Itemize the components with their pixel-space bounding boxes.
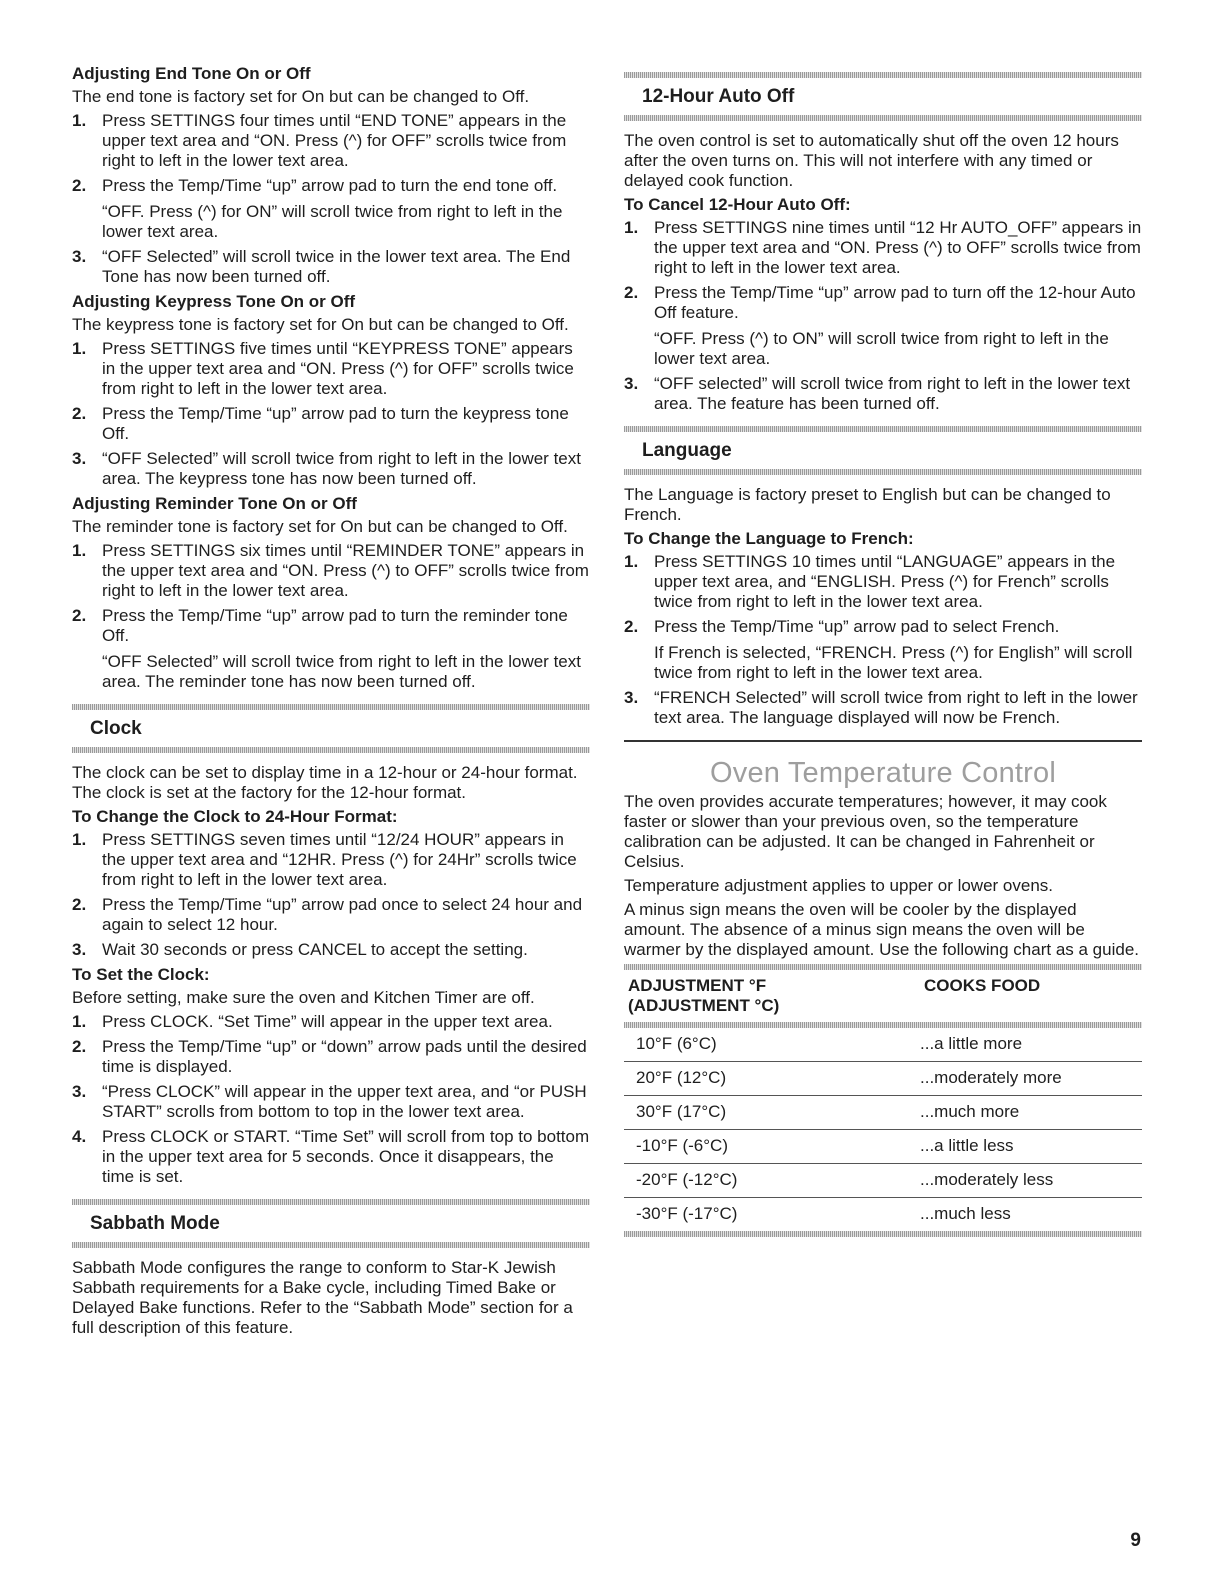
step: [624, 283, 1142, 369]
step: [72, 339, 590, 399]
clock-title: Clock: [90, 718, 142, 739]
table-row: [624, 1028, 1142, 1062]
language-change-heading: To Change the Language to French:: [624, 529, 914, 548]
step-number: 1.: [72, 339, 87, 358]
step-text: Press the Temp/Time “up” arrow pad to turn the end tone off.: [102, 176, 558, 195]
step-number: 3.: [72, 1082, 87, 1101]
table-bar-bottom: [624, 1231, 1142, 1237]
table-bar-top: [624, 964, 1142, 970]
step-text: Press SETTINGS nine times until “12 Hr AUTO_OFF” appears in the upper text area and “ON. Press (^) to OFF” scrolls twice from right to left in the lower text area.: [654, 218, 1142, 277]
reminder-tone-steps: [72, 541, 590, 692]
auto-off-section-header: [624, 72, 1142, 121]
end-tone-steps: [72, 111, 590, 287]
step: [72, 176, 590, 242]
reminder-tone-intro: The reminder tone is factory set for On but can be changed to Off.: [72, 517, 568, 536]
step-text: “Press CLOCK” will appear in the upper text area, and “or PUSH START” scrolls from bottom to top in the lower text area.: [102, 1082, 587, 1121]
right-column: [624, 64, 1142, 1237]
step: [624, 374, 1142, 414]
oven-temp-section: [624, 756, 1142, 1237]
step-number: 3.: [72, 247, 87, 266]
section-divider: [624, 740, 1142, 742]
keypress-tone-intro: The keypress tone is factory set for On but can be changed to Off.: [72, 315, 569, 334]
section-bar-bottom: [72, 747, 590, 753]
step-text: Press CLOCK. “Set Time” will appear in the upper text area.: [102, 1012, 553, 1031]
step: [72, 895, 590, 935]
table-row: [624, 1096, 1142, 1130]
step-number: 3.: [624, 374, 639, 393]
step-text: Press the Temp/Time “up” or “down” arrow pads until the desired time is displayed.: [102, 1037, 587, 1076]
step-number: 1.: [624, 218, 639, 237]
keypress-tone-heading: Adjusting Keypress Tone On or Off: [72, 292, 356, 311]
step-text: Press the Temp/Time “up” arrow pad to turn the reminder tone Off.: [102, 606, 568, 645]
adjustment-cell: 30°F (17°C): [624, 1096, 920, 1130]
step-text: Press SETTINGS four times until “END TONE” appears in the upper text area and “ON. Press (^) for OFF” scrolls twice from right to left in the lower text area.: [102, 111, 567, 170]
step-note: “OFF Selected” will scroll twice from right to left in the lower text area. The reminder tone has now been turned off.: [102, 652, 581, 691]
step-text: Press the Temp/Time “up” arrow pad to turn off the 12-hour Auto Off feature.: [654, 283, 1136, 322]
adjustment-cell: -20°F (-12°C): [624, 1164, 920, 1198]
oven-temp-p1: The oven provides accurate temperatures; however, it may cook faster or slower than your previous oven, so the temperature calibration can be adjusted. It can be changed in Fahrenheit or Celsius.: [624, 792, 1107, 871]
sabbath-title: Sabbath Mode: [90, 1213, 220, 1234]
step-number: 1.: [72, 1012, 87, 1031]
language-section: [624, 485, 1142, 728]
step-number: 4.: [72, 1127, 87, 1146]
step-note: If French is selected, “FRENCH. Press (^) for English” will scroll twice from right to left in the lower text area.: [654, 643, 1133, 682]
step-number: 3.: [72, 449, 87, 468]
step-number: 1.: [72, 111, 87, 130]
language-steps: [624, 552, 1142, 728]
step-text: “OFF Selected” will scroll twice from right to left in the lower text area. The keypress tone has now been turned off.: [102, 449, 581, 488]
step-text: Press the Temp/Time “up” arrow pad once to select 24 hour and again to select 12 hour.: [102, 895, 583, 934]
oven-temp-p3: A minus sign means the oven will be cooler by the displayed amount. The absence of a minus sign means the oven will be warmer by the displayed amount. Use the following chart as a guide.: [624, 900, 1139, 959]
step-text: Press SETTINGS six times until “REMINDER TONE” appears in the upper text area and “ON. Press (^) to OFF” scrolls twice from right to left in the lower text area.: [102, 541, 589, 600]
step-text: Wait 30 seconds or press CANCEL to accept the setting.: [102, 940, 528, 959]
step: [624, 617, 1142, 683]
cooks-food-column-header: COOKS FOOD: [924, 976, 1041, 995]
step: [72, 404, 590, 444]
auto-off-intro: The oven control is set to automatically shut off the oven 12 hours after the oven turns on. This will not interfere with any timed or delayed cook function.: [624, 131, 1119, 190]
auto-off-steps: [624, 218, 1142, 414]
oven-temp-p2: Temperature adjustment applies to upper or lower ovens.: [624, 876, 1054, 895]
clock-section: [72, 763, 590, 1187]
clock-change-heading: To Change the Clock to 24-Hour Format:: [72, 807, 398, 826]
step-number: 1.: [624, 552, 639, 571]
table-row: [624, 1164, 1142, 1198]
section-bar-bottom: [624, 115, 1142, 121]
step: [72, 247, 590, 287]
end-tone-heading: Adjusting End Tone On or Off: [72, 64, 311, 83]
step-text: “OFF selected” will scroll twice from right to left in the lower text area. The feature has been turned off.: [654, 374, 1131, 413]
step-number: 1.: [72, 541, 87, 560]
step: [72, 1127, 590, 1187]
step-number: 3.: [72, 940, 87, 959]
clock-change-steps: [72, 830, 590, 960]
step-text: Press SETTINGS five times until “KEYPRESS TONE” appears in the upper text area and “ON. Press (^) for OFF” scrolls twice from right to left in the lower text area.: [102, 339, 574, 398]
sabbath-section-header: [72, 1199, 590, 1248]
cooks-food-cell: ...much more: [920, 1096, 1142, 1130]
step: [624, 688, 1142, 728]
clock-set-steps: [72, 1012, 590, 1187]
clock-set-intro: Before setting, make sure the oven and Kitchen Timer are off.: [72, 988, 535, 1007]
cooks-food-cell: ...a little more: [920, 1028, 1142, 1062]
auto-off-cancel-heading: To Cancel 12-Hour Auto Off:: [624, 195, 851, 214]
language-section-header: [624, 426, 1142, 475]
step-text: Press CLOCK or START. “Time Set” will scroll from top to bottom in the upper text area for 5 seconds. Once it disappears, the time is set.: [102, 1127, 590, 1186]
step: [72, 830, 590, 890]
section-bar-bottom: [72, 1242, 590, 1248]
step: [72, 606, 590, 692]
table-row: [624, 1062, 1142, 1096]
cooks-food-cell: ...moderately less: [920, 1164, 1142, 1198]
section-bar-bottom: [624, 469, 1142, 475]
cooks-food-cell: ...much less: [920, 1204, 1011, 1223]
oven-temp-title: Oven Temperature Control: [710, 757, 1056, 789]
cooks-food-cell: ...moderately more: [920, 1062, 1142, 1096]
adjustment-header-line2: (ADJUSTMENT °C): [628, 996, 780, 1015]
step: [72, 541, 590, 601]
step: [72, 940, 590, 960]
step: [72, 1082, 590, 1122]
step-number: 3.: [624, 688, 639, 707]
step: [624, 552, 1142, 612]
step-text: Press the Temp/Time “up” arrow pad to select French.: [654, 617, 1060, 636]
step-number: 1.: [72, 830, 87, 849]
clock-section-header: [72, 704, 590, 753]
language-title: Language: [642, 440, 732, 461]
step-number: 2.: [72, 1037, 87, 1056]
step: [72, 449, 590, 489]
step: [72, 1037, 590, 1077]
table-row: [624, 1198, 1142, 1232]
step-number: 2.: [624, 283, 639, 302]
step-text: Press SETTINGS 10 times until “LANGUAGE” appears in the upper text area, and “ENGLISH. Press (^) for French” scrolls twice from right to left in the lower text area.: [654, 552, 1116, 611]
auto-off-section: [624, 131, 1142, 414]
auto-off-title: 12-Hour Auto Off: [642, 86, 795, 107]
step-text: Press SETTINGS seven times until “12/24 HOUR” appears in the upper text area and “12HR. Press (^) for 24Hr” scrolls twice from right to left in the lower text area.: [102, 830, 577, 889]
clock-set-heading: To Set the Clock:: [72, 965, 210, 984]
reminder-tone-heading: Adjusting Reminder Tone On or Off: [72, 494, 357, 513]
step: [624, 218, 1142, 278]
language-intro: The Language is factory preset to English but can be changed to French.: [624, 485, 1111, 524]
table-header-row: [624, 972, 1142, 1022]
end-tone-section: [72, 64, 590, 287]
step-number: 2.: [72, 176, 87, 195]
step-note: “OFF. Press (^) for ON” will scroll twice from right to left in the lower text area.: [102, 202, 563, 241]
step-number: 2.: [72, 606, 87, 625]
adjustment-cell: -30°F (-17°C): [636, 1204, 738, 1223]
step-number: 2.: [72, 404, 87, 423]
step-note: “OFF. Press (^) to ON” will scroll twice from right to left in the lower text area.: [654, 329, 1109, 368]
keypress-tone-steps: [72, 339, 590, 489]
step: [72, 111, 590, 171]
reminder-tone-section: [72, 494, 590, 692]
step-text: “OFF Selected” will scroll twice in the lower text area. The End Tone has now been turned off.: [102, 247, 571, 286]
step-text: Press the Temp/Time “up” arrow pad to turn the keypress tone Off.: [102, 404, 569, 443]
adjustment-table: [624, 972, 1142, 1231]
step-number: 2.: [624, 617, 639, 636]
clock-intro: The clock can be set to display time in a 12-hour or 24-hour format. The clock is set at the factory for the 12-hour format.: [72, 763, 578, 802]
sabbath-text: Sabbath Mode configures the range to conform to Star-K Jewish Sabbath requirements for a Bake cycle, including Timed Bake or Delayed Bake functions. Refer to the “Sabbath Mode” section for a full description of this feature.: [72, 1258, 573, 1337]
table-row: [624, 1130, 1142, 1164]
cooks-food-cell: ...a little less: [920, 1130, 1142, 1164]
adjustment-cell: 20°F (12°C): [624, 1062, 920, 1096]
keypress-tone-section: [72, 292, 590, 489]
step-number: 2.: [72, 895, 87, 914]
adjustment-header-line1: ADJUSTMENT °F: [628, 976, 767, 995]
end-tone-intro: The end tone is factory set for On but can be changed to Off.: [72, 87, 530, 106]
adjustment-cell: -10°F (-6°C): [624, 1130, 920, 1164]
page-number: 9: [1130, 1530, 1141, 1551]
step: [72, 1012, 590, 1032]
left-column: [72, 64, 590, 1342]
adjustment-column-header: [624, 972, 920, 1022]
step-text: “FRENCH Selected” will scroll twice from right to left in the lower text area. The language displayed will now be French.: [654, 688, 1138, 727]
adjustment-cell: 10°F (6°C): [624, 1028, 920, 1062]
